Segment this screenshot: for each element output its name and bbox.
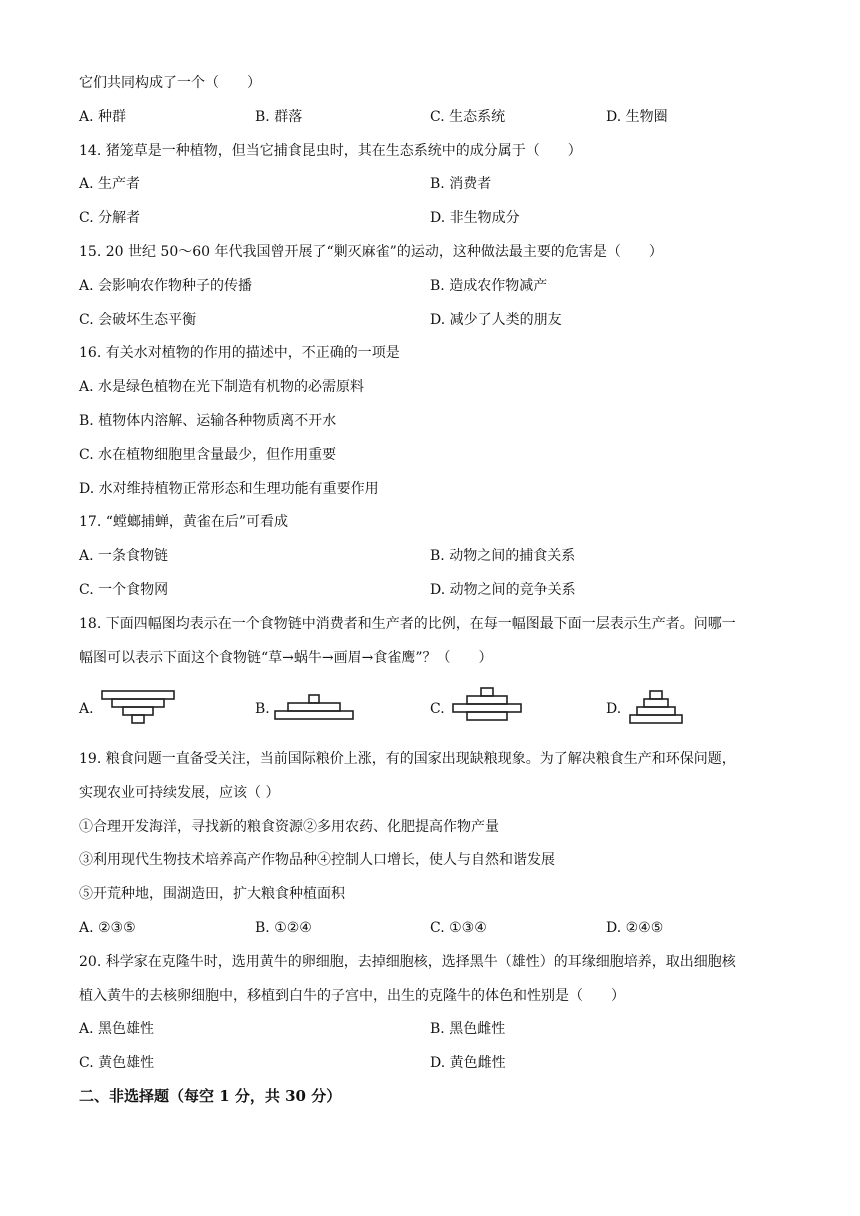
q18-pyramid-b [272,692,356,726]
q19-statement-3: ⑤开荒种地，围湖造田，扩大粮食种植面积 [79,886,345,902]
q14-option-c: C. 分解者 [79,210,141,226]
q18-option-c-label: C. [430,701,445,717]
q16-option-a: A. 水是绿色植物在光下制造有机物的必需原料 [79,379,365,395]
q20-option-c: C. 黄色雄性 [79,1055,155,1071]
q19-option-c: C. ①③④ [430,920,487,936]
q19-option-a: A. ②③⑤ [79,920,136,936]
q15-option-a: A. 会影响农作物种子的传播 [79,278,253,294]
q19-option-b: B. ①②④ [255,920,312,936]
q13-stem-tail: 它们共同构成了一个（ ） [79,75,261,91]
q20-stem-line-2: 植入黄牛的去核卵细胞中，移植到白牛的子宫中，出生的克隆牛的体色和性别是（ ） [79,988,625,1004]
q18-pyramid-c [450,686,524,726]
q18-pyramid-a [99,688,179,726]
q19-option-d: D. ②④⑤ [606,920,664,936]
q18-option-a-label: A. [79,701,94,717]
q15-option-d: D. 减少了人类的朋友 [430,312,562,328]
q15-stem: 15. 20 世纪 50～60 年代我国曾开展了“剿灭麻雀”的运动，这种做法最主要的危害是（ ） [79,244,663,260]
q17-option-b: B. 动物之间的捕食关系 [430,548,576,564]
q20-option-b: B. 黑色雌性 [430,1021,506,1037]
q13-option-a: A. 种群 [79,109,127,125]
q16-option-c: C. 水在植物细胞里含量最少，但作用重要 [79,447,337,463]
q14-option-b: B. 消费者 [430,176,492,192]
q18-option-d-label: D. [606,701,622,717]
q18-pyramid-d [627,688,685,726]
q18-stem-line-2: 幅图可以表示下面这个食物链“草→蜗牛→画眉→食雀鹰”？（ ） [79,650,493,666]
q14-stem: 14. 猪笼草是一种植物，但当它捕食昆虫时，其在生态系统中的成分属于（ ） [79,143,582,159]
q16-stem: 16. 有关水对植物的作用的描述中，不正确的一项是 [79,345,400,361]
q16-option-d: D. 水对维持植物正常形态和生理功能有重要作用 [79,481,379,497]
q20-option-d: D. 黄色雌性 [430,1055,506,1071]
q18-stem-line-1: 18. 下面四幅图均表示在一个食物链中消费者和生产者的比例，在每一幅图最下面一层表示生产者。问哪一 [79,616,736,632]
q20-option-a: A. 黑色雄性 [79,1021,155,1037]
q15-option-b: B. 造成农作物减产 [430,278,548,294]
q15-option-c: C. 会破坏生态平衡 [79,312,197,328]
section-heading-non-choice: 二、非选择题（每空 1 分，共 30 分） [79,1087,342,1105]
q20-stem-line-1: 20. 科学家在克隆牛时，选用黄牛的卵细胞，去掉细胞核，选择黑牛（雄性）的耳缘细胞培养，取出细胞核 [79,954,736,970]
q13-option-b: B. 群落 [255,109,303,125]
q14-option-a: A. 生产者 [79,176,141,192]
q17-option-a: A. 一条食物链 [79,548,169,564]
q19-stem-line-2: 实现农业可持续发展，应该（ ） [79,785,280,801]
q13-option-c: C. 生态系统 [430,109,506,125]
q19-stem-line-1: 19. 粮食问题一直备受关注，当前国际粮价上涨，有的国家出现缺粮现象。为了解决粮食生产和环保问题， [79,751,736,767]
q19-statement-2: ③利用现代生物技术培养高产作物品种④控制人口增长，使人与自然和谐发展 [79,852,555,868]
q17-option-d: D. 动物之间的竞争关系 [430,582,576,598]
q17-stem: 17. “螳螂捕蝉，黄雀在后”可看成 [79,514,289,530]
q14-option-d: D. 非生物成分 [430,210,520,226]
q16-option-b: B. 植物体内溶解、运输各种物质离不开水 [79,413,337,429]
q13-option-d: D. 生物圈 [606,109,668,125]
q19-statement-1: ①合理开发海洋，寻找新的粮食资源②多用农药、化肥提高作物产量 [79,819,499,835]
q17-option-c: C. 一个食物网 [79,582,169,598]
q18-option-b-label: B. [255,701,270,717]
